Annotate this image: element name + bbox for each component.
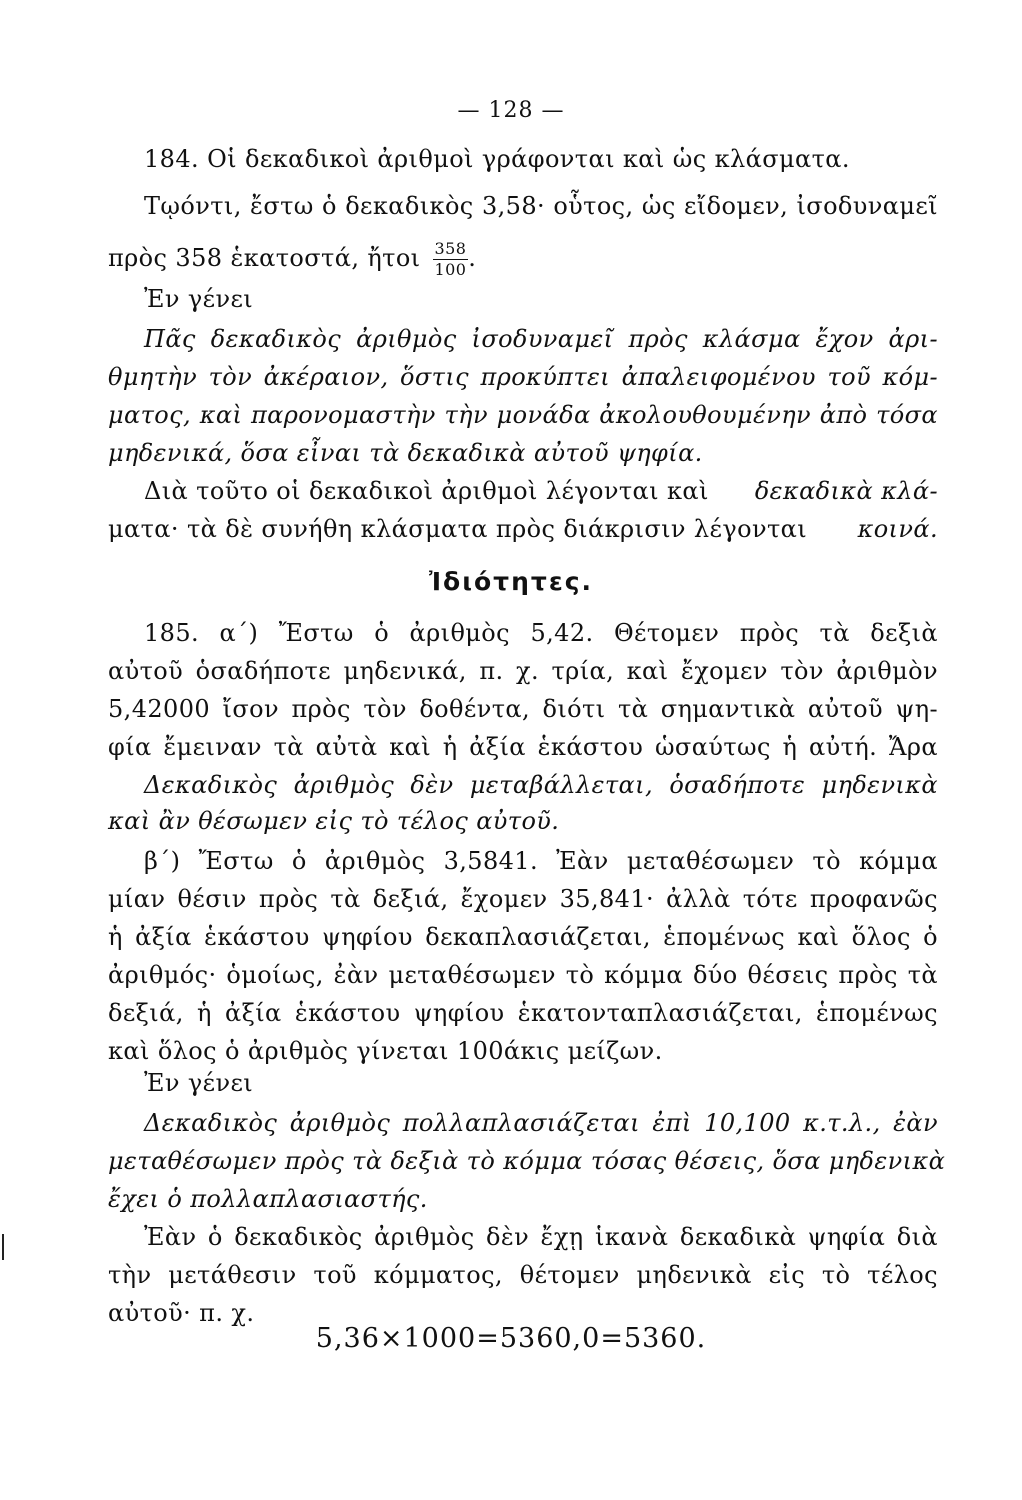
- section-heading: Ἰδιότητες.: [428, 567, 594, 596]
- rule-184-line-3: ματος, καὶ παρονομαστὴν τὴν μονάδα ἀκολουθουμένην ἀπὸ τόσα: [108, 401, 938, 429]
- rule-185a-line-2: καὶ ἂν θέσωμεν εἰς τὸ τέλος αὐτοῦ.: [108, 807, 560, 835]
- paragraph-185b-line-6: καὶ ὅλος ὁ ἀριθμὸς γίνεται 100άκις μείζων.: [108, 1037, 663, 1065]
- paragraph-184-line-2: Τῳόντι, ἔστω ὁ δεκαδικὸς 3,58· οὗτος, ὡς εἴδομεν, ἰσοδυναμεῖ: [144, 192, 938, 220]
- paragraph-185a-line-1: 185. α΄) Ἔστω ὁ ἀριθμὸς 5,42. Θέτομεν πρὸς τὰ δεξιὰ: [144, 619, 938, 647]
- rule-185b-line-2: μεταθέσωμεν πρὸς τὰ δεξιὰ τὸ κόμμα τόσας θέσεις, ὅσα μηδενικὰ: [108, 1147, 946, 1175]
- paragraph-185b-line-7: Ἐν γένει: [144, 1069, 254, 1097]
- rule-185a-line-1: Δεκαδικὸς ἀριθμὸς δὲν μεταβάλλεται, ὁσαδήποτε μηδενικὰ: [144, 771, 938, 799]
- paragraph-185b-line-1: β΄) Ἔστω ὁ ἀριθμὸς 3,5841. Ἐὰν μεταθέσωμεν τὸ κόμμα: [144, 847, 938, 875]
- page-number: — 128 —: [457, 98, 565, 123]
- paragraph-184-line-3: [108, 240, 938, 279]
- paragraph-185a-line-4: φία ἔμειναν τὰ αὐτὰ καὶ ἡ ἀξία ἑκάστου ὡσαύτως ἡ αὐτή. Ἄρα: [108, 733, 938, 761]
- paragraph-185c-line-3: αὐτοῦ· π. χ.: [108, 1299, 255, 1327]
- margin-mark: [2, 1234, 4, 1260]
- paragraph-184-line-1: 184. Οἱ δεκαδικοὶ ἀριθμοὶ γράφονται καὶ ὡς κλάσματα.: [144, 145, 850, 173]
- paragraph-184-line-9-text: Διὰ τοῦτο οἱ δεκαδικοὶ ἀριθμοὶ λέγονται καὶ: [144, 477, 709, 505]
- paragraph-184-line-10-italic: κοινά.: [857, 515, 938, 543]
- paragraph-184-line-10-text: ματα· τὰ δὲ συνήθη κλάσματα πρὸς διάκρισιν λέγονται: [108, 515, 808, 543]
- paragraph-184-line-9-italic: δεκαδικὰ κλά-: [754, 477, 938, 505]
- paragraph-185c-line-1: Ἐὰν ὁ δεκαδικὸς ἀριθμὸς δὲν ἔχῃ ἱκανὰ δεκαδικὰ ψηφία διὰ: [144, 1223, 938, 1251]
- paragraph-184-line-3-text: πρὸς 358 ἑκατοστά, ἤτοι: [108, 244, 421, 272]
- paragraph-185b-line-2: μίαν θέσιν πρὸς τὰ δεξιά, ἔχομεν 35,841· ἀλλὰ τότε προφανῶς: [108, 885, 938, 913]
- paragraph-185b-line-3: ἡ ἀξία ἑκάστου ψηφίου δεκαπλασιάζεται, ἑπομένως καὶ ὅλος ὁ: [108, 923, 938, 951]
- fraction-denominator: 100: [434, 260, 467, 279]
- paragraph-185b-line-4: ἀριθμός· ὁμοίως, ἐὰν μεταθέσωμεν τὸ κόμμα δύο θέσεις πρὸς τὰ: [108, 961, 938, 989]
- rule-185b-line-1: Δεκαδικὸς ἀριθμὸς πολλαπλασιάζεται ἐπὶ 10,100 κ.τ.λ., ἐὰν: [144, 1109, 938, 1137]
- paragraph-184-line-9: [144, 476, 938, 506]
- fraction-numerator: 358: [434, 239, 467, 258]
- fraction-period: .: [468, 244, 477, 272]
- paragraph-185a-line-3: 5,42000 ἴσον πρὸς τὸν δοθέντα, διότι τὰ σημαντικὰ αὐτοῦ ψη-: [108, 695, 938, 723]
- rule-184-line-2: θμητὴν τὸν ἀκέραιον, ὅστις προκύπτει ἀπαλειφομένου τοῦ κόμ-: [108, 363, 938, 391]
- fraction-358-over-100: [433, 240, 469, 279]
- paragraph-185a-line-2: αὐτοῦ ὁσαδήποτε μηδενικά, π. χ. τρία, καὶ ἔχομεν τὸν ἀριθμὸν: [108, 657, 938, 685]
- rule-185b-line-3: ἔχει ὁ πολλαπλασιαστής.: [108, 1185, 428, 1213]
- rule-184-line-1: Πᾶς δεκαδικὸς ἀριθμὸς ἰσοδυναμεῖ πρὸς κλάσμα ἔχον ἀρι-: [144, 325, 938, 353]
- paragraph-185b-line-5: δεξιά, ἡ ἀξία ἑκάστου ψηφίου ἑκατονταπλασιάζεται, ἑπομένως: [108, 999, 938, 1027]
- paragraph-185c-line-2: τὴν μετάθεσιν τοῦ κόμματος, θέτομεν μηδενικὰ εἰς τὸ τέλος: [108, 1261, 938, 1289]
- paragraph-184-line-4: Ἐν γένει: [144, 285, 254, 313]
- paragraph-184-line-10: [108, 514, 938, 544]
- rule-184-line-4: μηδενικά, ὅσα εἶναι τὰ δεκαδικὰ αὐτοῦ ψηφία.: [108, 439, 703, 467]
- formula: 5,36×1000=5360,0=5360.: [315, 1323, 707, 1354]
